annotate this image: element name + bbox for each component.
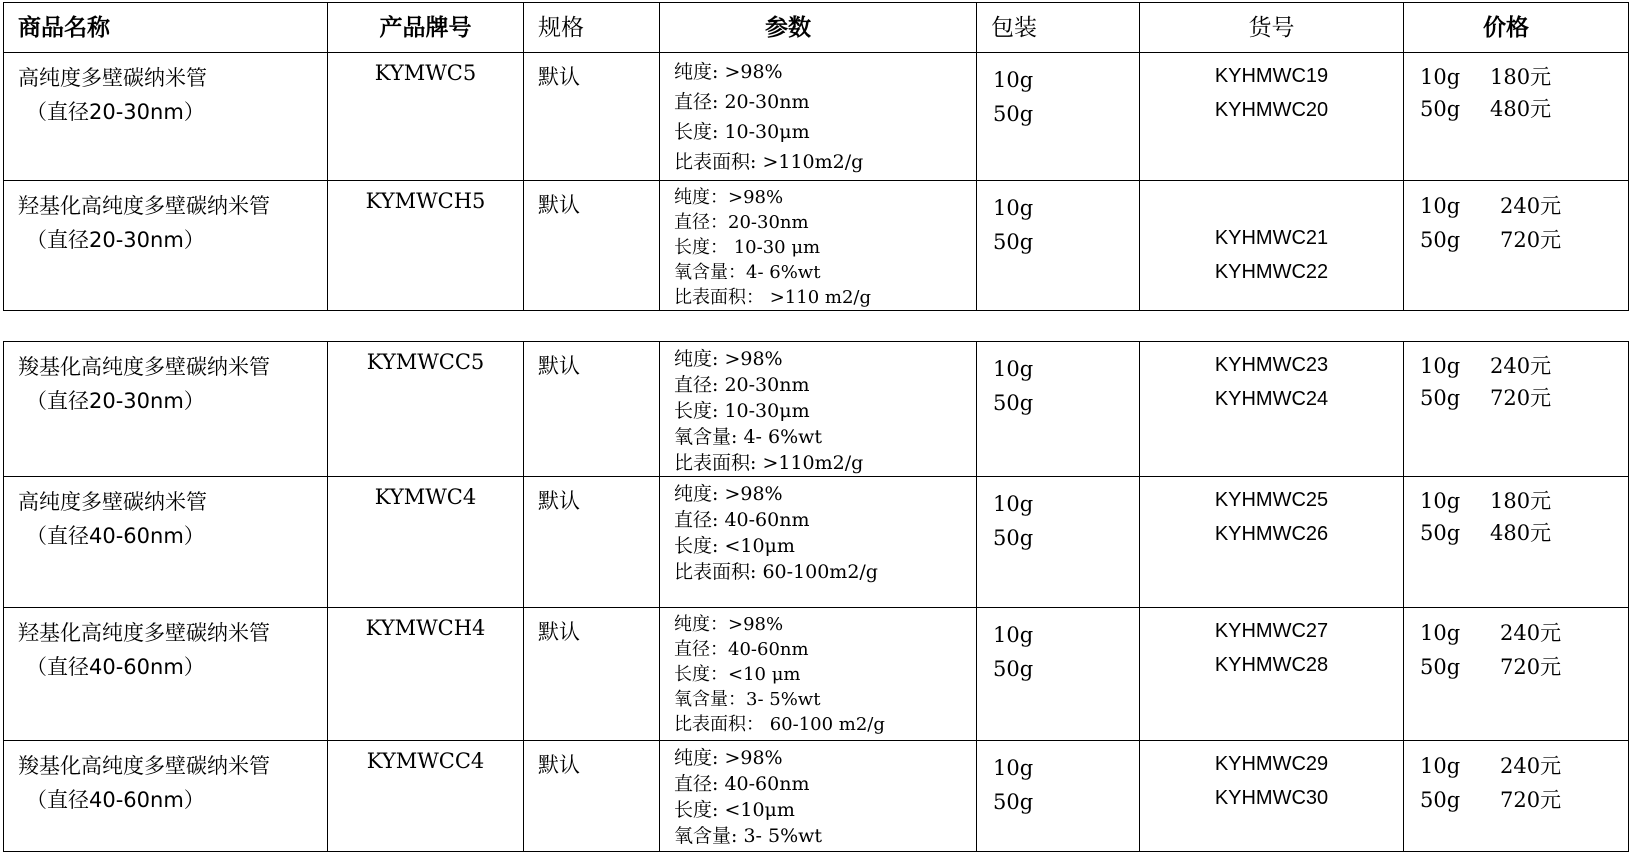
price-amount: 240元 [1500, 621, 1562, 645]
product-spec: 默认 [538, 753, 580, 777]
pack-size: 10g [993, 196, 1034, 220]
product-table-bottom [3, 341, 1629, 852]
product-item-no [1140, 608, 1403, 682]
table-row [4, 608, 1629, 741]
price-line [1420, 382, 1628, 414]
product-name: 羟基化高纯度多壁碳纳米管 [18, 621, 270, 645]
item-no [1140, 187, 1403, 221]
product-brand: KYMWC5 [374, 61, 477, 85]
pack-size: 50g [993, 657, 1034, 681]
param-line: 长度：<10 μm [674, 664, 801, 685]
item-no: KYHMWC25 [1214, 489, 1329, 511]
price-weight: 50g [1420, 655, 1461, 679]
product-name-cell [4, 181, 327, 257]
pack-size: 50g [993, 790, 1034, 814]
item-no: KYHMWC28 [1214, 654, 1329, 676]
product-name-cell [4, 741, 327, 817]
param-line: 直径: 20-30nm [674, 91, 810, 113]
header-brand: 产品牌号 [379, 15, 472, 41]
header-brand-cell [328, 3, 524, 53]
price-weight: 50g [1420, 788, 1461, 812]
price-weight: 10g [1420, 354, 1461, 378]
product-name-cell [4, 477, 327, 553]
pack-size: 50g [993, 102, 1034, 126]
param-line: 比表面积: 60-100m2/g [674, 561, 878, 583]
param-line: 纯度：>98% [674, 187, 784, 208]
header-row [4, 3, 1629, 53]
price-line [1420, 783, 1628, 817]
item-no: KYHMWC20 [1214, 99, 1329, 121]
product-spec: 默认 [538, 620, 580, 644]
item-no: KYHMWC22 [1214, 261, 1329, 283]
param-line: 比表面积: >110m2/g [674, 151, 864, 173]
param-line: 长度： 10-30 μm [674, 237, 821, 258]
header-name: 商品名称 [18, 15, 110, 41]
param-line: 比表面积： >110 m2/g [674, 287, 871, 308]
product-params [660, 342, 976, 476]
header-spec-cell [524, 3, 660, 53]
price-weight: 10g [1420, 489, 1461, 513]
param-line: 纯度: >98% [674, 348, 783, 370]
item-no: KYHMWC29 [1214, 753, 1329, 775]
table-row [4, 741, 1629, 852]
price-amount: 720元 [1500, 788, 1562, 812]
product-price [1404, 181, 1628, 257]
product-name-cell [4, 342, 327, 418]
product-brand: KYMWCC5 [366, 350, 485, 374]
price-amount: 240元 [1490, 354, 1552, 378]
header-pack-cell [977, 3, 1140, 53]
pack-size: 50g [993, 391, 1034, 415]
price-weight: 10g [1420, 621, 1461, 645]
price-weight: 10g [1420, 754, 1461, 778]
param-line: 纯度: >98% [674, 61, 783, 83]
product-name: 高纯度多壁碳纳米管 [18, 490, 207, 514]
product-spec: 默认 [538, 489, 580, 513]
price-line [1420, 485, 1628, 517]
price-line [1420, 749, 1628, 783]
item-no: KYHMWC26 [1214, 523, 1329, 545]
param-line: 纯度: >98% [674, 747, 783, 769]
product-price [1404, 342, 1628, 414]
product-spec: 默认 [538, 354, 580, 378]
param-line: 纯度：>98% [674, 614, 784, 635]
product-table-top [3, 2, 1629, 311]
param-line: 比表面积： 60-100 m2/g [674, 714, 885, 735]
product-brand: KYMWC4 [374, 485, 477, 509]
product-brand: KYMWCC4 [366, 749, 485, 773]
product-name: 羧基化高纯度多壁碳纳米管 [18, 355, 270, 379]
product-item-no [1140, 342, 1403, 416]
product-price [1404, 477, 1628, 549]
header-price-cell [1404, 3, 1629, 53]
price-line [1420, 517, 1628, 549]
param-line: 氧含量: 4- 6%wt [674, 426, 823, 448]
pack-size: 10g [993, 357, 1034, 381]
param-line: 纯度: >98% [674, 483, 783, 505]
product-name: 高纯度多壁碳纳米管 [18, 66, 207, 90]
header-spec: 规格 [538, 15, 584, 41]
product-price [1404, 608, 1628, 684]
price-weight: 50g [1420, 97, 1461, 121]
header-item-no: 货号 [1248, 15, 1295, 41]
product-price [1404, 741, 1628, 817]
product-name-cell [4, 608, 327, 684]
price-amount: 180元 [1490, 65, 1552, 89]
product-diameter: （直径20-30nm） [26, 228, 205, 252]
price-line [1420, 223, 1628, 257]
price-weight: 50g [1420, 521, 1461, 545]
header-price: 价格 [1483, 15, 1529, 41]
item-no: KYHMWC19 [1214, 65, 1329, 87]
product-diameter: （直径40-60nm） [26, 524, 205, 548]
price-amount: 480元 [1490, 521, 1552, 545]
price-line [1420, 616, 1628, 650]
product-params [660, 741, 976, 849]
product-pack [977, 53, 1139, 131]
param-line: 直径：20-30nm [674, 212, 809, 233]
pack-size: 10g [993, 756, 1034, 780]
price-line [1420, 61, 1628, 93]
header-params-cell [660, 3, 977, 53]
param-line: 比表面积: >110m2/g [674, 452, 864, 474]
product-params [660, 181, 976, 310]
product-params [660, 608, 976, 737]
param-line: 直径: 40-60nm [674, 773, 810, 795]
product-brand: KYMWCH5 [365, 189, 486, 213]
product-pack [977, 477, 1139, 555]
table-row [4, 181, 1629, 311]
price-line [1420, 93, 1628, 125]
price-amount: 240元 [1500, 754, 1562, 778]
pack-size: 50g [993, 230, 1034, 254]
product-name: 羟基化高纯度多壁碳纳米管 [18, 194, 270, 218]
table-row [4, 53, 1629, 181]
price-line [1420, 350, 1628, 382]
product-item-no [1140, 181, 1403, 289]
product-diameter: （直径40-60nm） [26, 655, 205, 679]
price-weight: 10g [1420, 194, 1461, 218]
header-params: 参数 [765, 15, 811, 41]
item-no: KYHMWC23 [1214, 354, 1329, 376]
pack-size: 10g [993, 68, 1034, 92]
param-line: 长度: 10-30μm [674, 121, 810, 143]
item-no: KYHMWC24 [1214, 388, 1329, 410]
product-pack [977, 608, 1139, 686]
price-weight: 10g [1420, 65, 1461, 89]
product-spec: 默认 [538, 65, 580, 89]
param-line: 氧含量: 3- 5%wt [674, 825, 823, 847]
table-row [4, 477, 1629, 608]
price-weight: 50g [1420, 228, 1461, 252]
pack-size: 50g [993, 526, 1034, 550]
product-item-no [1140, 53, 1403, 127]
param-line: 长度: <10μm [674, 799, 795, 821]
item-no: KYHMWC30 [1214, 787, 1329, 809]
product-diameter: （直径40-60nm） [26, 788, 205, 812]
product-diameter: （直径20-30nm） [26, 389, 205, 413]
price-amount: 720元 [1500, 655, 1562, 679]
product-name: 羧基化高纯度多壁碳纳米管 [18, 754, 270, 778]
price-amount: 720元 [1500, 228, 1562, 252]
product-params [660, 53, 976, 177]
param-line: 长度: 10-30μm [674, 400, 810, 422]
price-line [1420, 189, 1628, 223]
table-row [4, 342, 1629, 477]
product-item-no [1140, 741, 1403, 815]
header-pack: 包装 [991, 15, 1037, 41]
param-line: 直径: 40-60nm [674, 509, 810, 531]
price-amount: 180元 [1490, 489, 1552, 513]
param-line: 直径: 20-30nm [674, 374, 810, 396]
price-amount: 240元 [1500, 194, 1562, 218]
param-line: 长度: <10μm [674, 535, 795, 557]
price-amount: 480元 [1490, 97, 1552, 121]
product-pack [977, 181, 1139, 259]
product-price [1404, 53, 1628, 125]
pack-size: 10g [993, 492, 1034, 516]
header-name-cell [4, 3, 328, 53]
price-weight: 50g [1420, 386, 1461, 410]
param-line: 氧含量：3- 5%wt [674, 689, 821, 710]
product-name-cell [4, 53, 327, 129]
product-item-no [1140, 477, 1403, 551]
item-no: KYHMWC21 [1214, 227, 1329, 249]
price-line [1420, 650, 1628, 684]
header-item-cell [1140, 3, 1404, 53]
product-pack [977, 741, 1139, 819]
product-brand: KYMWCH4 [365, 616, 486, 640]
product-spec: 默认 [538, 193, 580, 217]
product-params [660, 477, 976, 585]
param-line: 直径：40-60nm [674, 639, 809, 660]
pack-size: 10g [993, 623, 1034, 647]
product-diameter: （直径20-30nm） [26, 100, 205, 124]
item-no: KYHMWC27 [1214, 620, 1329, 642]
product-pack [977, 342, 1139, 420]
price-amount: 720元 [1490, 386, 1552, 410]
param-line: 氧含量：4- 6%wt [674, 262, 821, 283]
